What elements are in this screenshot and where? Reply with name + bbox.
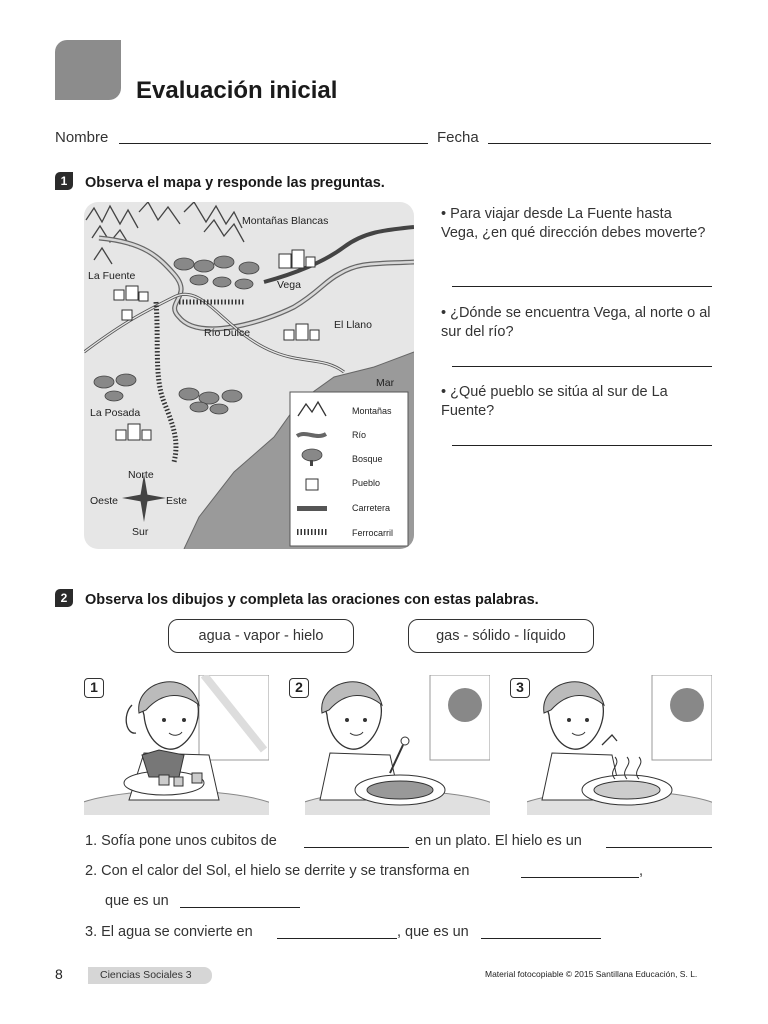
compass-oeste: Oeste	[90, 495, 119, 507]
page-number: 8	[55, 966, 63, 982]
question-1: • Para viajar desde La Fuente hasta Vega, ¿en qué dirección debes moverte?	[441, 206, 706, 241]
map-label-mountains: Montañas Blancas	[242, 215, 329, 227]
map-label-vega: Vega	[277, 279, 301, 291]
sentence-1-part-a: 1. Sofía pone unos cubitos de	[85, 833, 277, 849]
blank-2a[interactable]	[521, 877, 639, 878]
answer-line-2[interactable]	[452, 366, 712, 367]
illustration-panel-3	[527, 675, 712, 815]
blank-3a[interactable]	[277, 938, 397, 939]
empty-plate	[594, 781, 660, 799]
blank-1b[interactable]	[606, 847, 712, 848]
legend-carretera: Carretera	[352, 503, 391, 513]
sun-icon	[448, 688, 482, 722]
illustration-panel-1	[84, 675, 269, 815]
map-label-el-llano: El Llano	[334, 319, 372, 331]
section-2-badge: 2	[55, 589, 73, 607]
map-legend	[290, 392, 408, 546]
legend-ferrocarril: Ferrocarril	[352, 528, 394, 538]
section-1-badge: 1	[55, 172, 73, 190]
legend-montanas: Montañas	[352, 406, 392, 416]
illustration-panel-2	[305, 675, 490, 815]
sentence-2-part-a: 2. Con el calor del Sol, el hielo se derrite y se transforma en	[85, 863, 470, 879]
page-title: Evaluación inicial	[136, 77, 338, 104]
sentence-3-part-a: 3. El agua se convierte en	[85, 924, 253, 940]
date-field[interactable]	[488, 143, 711, 144]
sentence-1-part-b: en un plato. El hielo es un	[415, 833, 582, 849]
date-label: Fecha	[437, 129, 479, 146]
map	[84, 202, 414, 549]
legend-bosque: Bosque	[352, 454, 383, 464]
legend-rio: Río	[352, 430, 367, 440]
section-1-instruction: Observa el mapa y responde las preguntas.	[85, 175, 385, 191]
sun-icon	[670, 688, 704, 722]
word-box-2: gas - sólido - líquido	[408, 619, 594, 653]
legend-pueblo: Pueblo	[352, 478, 381, 488]
panel-2-number: 2	[289, 678, 309, 698]
answer-line-1[interactable]	[452, 286, 712, 287]
sentence-3-part-b: , que es un	[397, 924, 469, 940]
map-label-la-posada: La Posada	[90, 407, 141, 419]
blank-1a[interactable]	[304, 847, 409, 848]
book-title-tab: Ciencias Sociales 3	[88, 967, 212, 984]
sentence-2-comma: ,	[639, 863, 644, 879]
map-label-la-fuente: La Fuente	[88, 270, 136, 282]
copyright-notice: Material fotocopiable © 2015 Santillana Educación, S. L.	[485, 969, 698, 979]
sentence-2-part-b: que es un	[105, 893, 169, 909]
answer-line-3[interactable]	[452, 445, 712, 446]
blank-3b[interactable]	[481, 938, 601, 939]
map-label-rio-dulce: Río Dulce	[204, 327, 251, 339]
panel-1-number: 1	[84, 678, 104, 698]
compass-norte: Norte	[128, 469, 154, 481]
question-3: • ¿Qué pueblo se sitúa al sur de La Fuente?	[441, 384, 668, 419]
blank-2b[interactable]	[180, 907, 300, 908]
ice-tray	[142, 750, 184, 777]
compass-este: Este	[166, 495, 188, 507]
name-field[interactable]	[119, 143, 428, 144]
section-2-instruction: Observa los dibujos y completa las oraciones con estas palabras.	[85, 592, 539, 608]
panel-3-number: 3	[510, 678, 530, 698]
map-label-mar: Mar	[376, 377, 395, 389]
water-plate	[367, 781, 433, 799]
word-box-1: agua - vapor - hielo	[168, 619, 354, 653]
name-label: Nombre	[55, 129, 109, 146]
compass-sur: Sur	[132, 526, 149, 538]
question-2: • ¿Dónde se encuentra Vega, al norte o al sur del río?	[441, 305, 711, 340]
corner-tab	[55, 40, 121, 100]
